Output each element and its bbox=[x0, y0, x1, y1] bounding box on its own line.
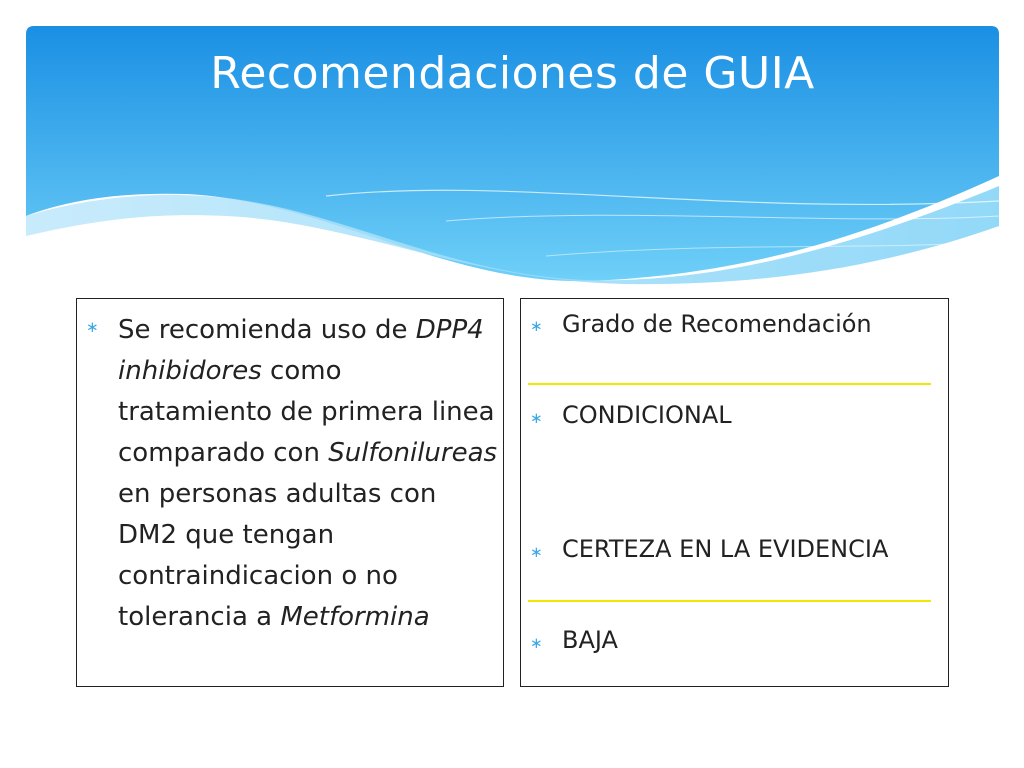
bullet-icon: ∗ bbox=[530, 543, 543, 561]
bullet-icon: ∗ bbox=[530, 634, 543, 652]
text-segment: Se recomienda uso de bbox=[118, 315, 416, 345]
divider-line bbox=[528, 600, 931, 602]
divider-line bbox=[528, 383, 931, 385]
grade-label: Grado de Recomendación bbox=[562, 310, 872, 338]
drug-name-metformina: Metformina bbox=[280, 602, 430, 632]
drug-name-dpp4: DPP4 inhibidores bbox=[118, 315, 484, 386]
page-title: Recomendaciones de GUIA bbox=[210, 48, 815, 99]
recommendation-text bbox=[118, 310, 498, 638]
certainty-label: CERTEZA EN LA EVIDENCIA bbox=[562, 535, 889, 563]
grade-value: CONDICIONAL bbox=[562, 401, 732, 429]
certainty-value: BAJA bbox=[562, 626, 618, 654]
text-segment: como tratamiento de primera linea comparado con bbox=[118, 356, 495, 468]
text-segment: en personas adultas con DM2 que tengan contraindicacion o no tolerancia a bbox=[118, 479, 437, 632]
bullet-icon: ∗ bbox=[530, 317, 543, 335]
bullet-icon: ∗ bbox=[86, 318, 99, 336]
bullet-icon: ∗ bbox=[530, 409, 543, 427]
drug-name-sulfonilureas: Sulfonilureas bbox=[328, 438, 498, 468]
